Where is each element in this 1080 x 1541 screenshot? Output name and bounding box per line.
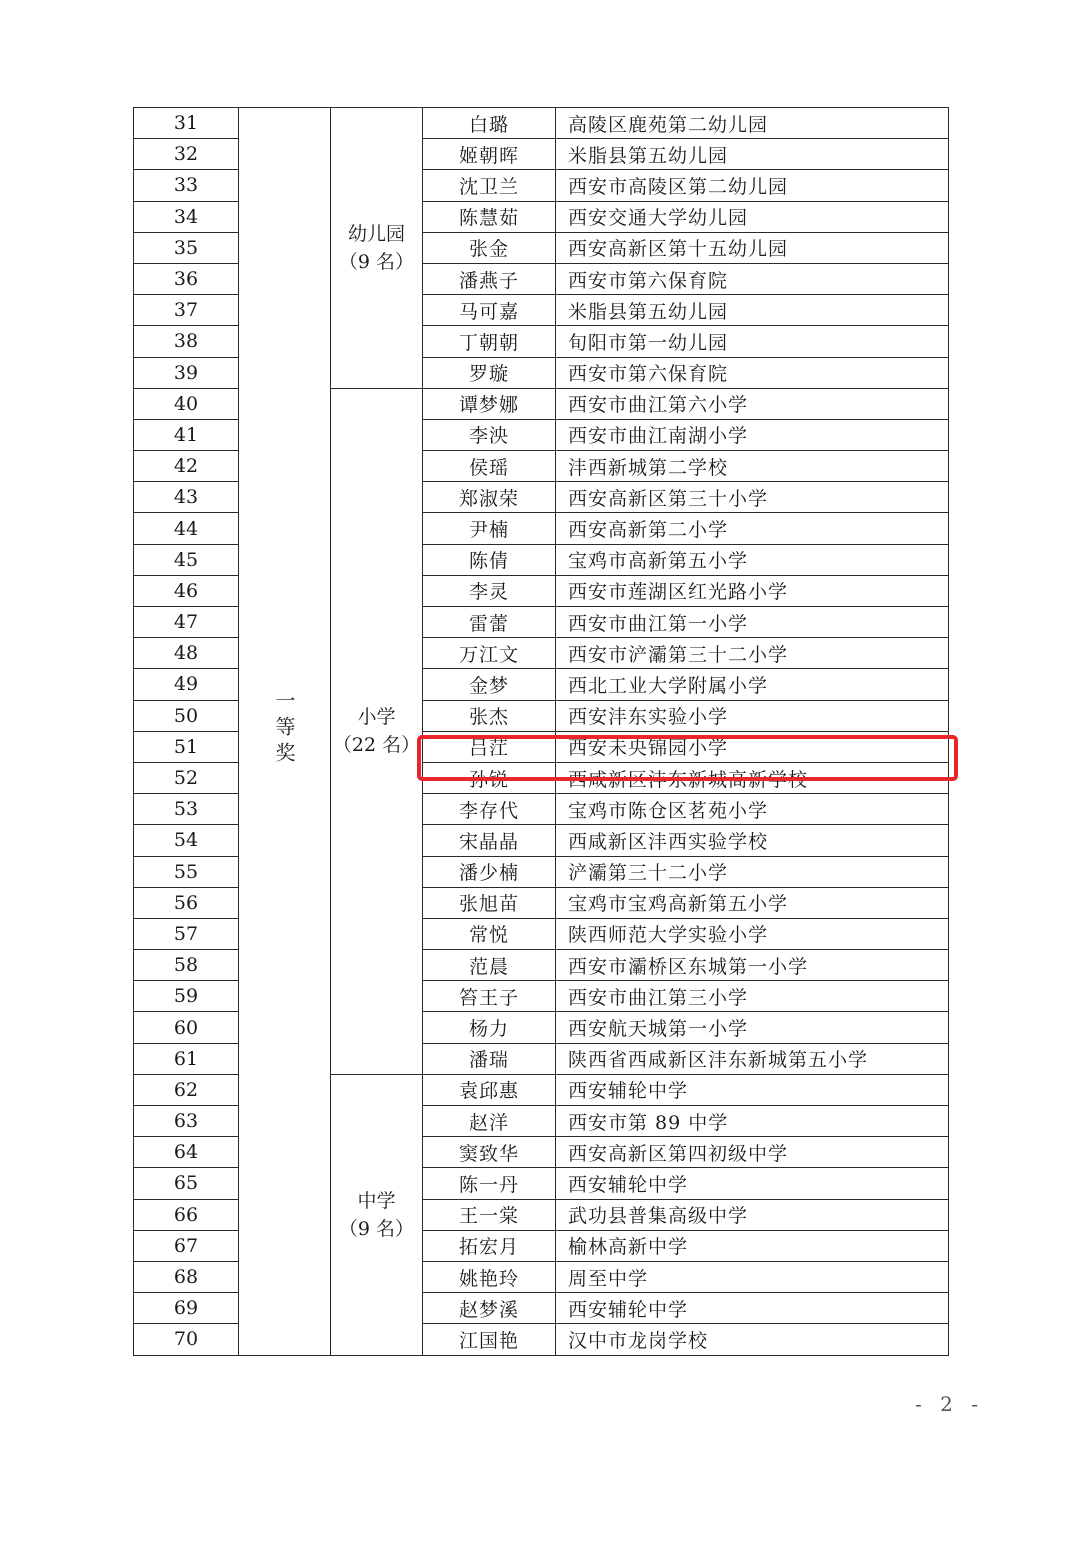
school-name: 西安高新区第四初级中学 <box>556 1137 949 1168</box>
school-name: 西安市曲江第六小学 <box>556 388 949 419</box>
school-name: 陕西省西咸新区沣东新城第五小学 <box>556 1043 949 1074</box>
school-name: 陕西师范大学实验小学 <box>556 918 949 949</box>
row-number: 58 <box>134 950 239 981</box>
school-name: 旬阳市第一幼儿园 <box>556 326 949 357</box>
row-number: 56 <box>134 887 239 918</box>
winner-name: 张旭苗 <box>423 887 556 918</box>
winner-name: 马可嘉 <box>423 295 556 326</box>
school-name: 西安高新区第十五幼儿园 <box>556 232 949 263</box>
row-number: 64 <box>134 1137 239 1168</box>
row-number: 46 <box>134 575 239 606</box>
school-name: 西安高新第二小学 <box>556 513 949 544</box>
school-name: 西安市第六保育院 <box>556 357 949 388</box>
school-name: 西安市曲江第三小学 <box>556 981 949 1012</box>
row-number: 48 <box>134 638 239 669</box>
row-number: 54 <box>134 825 239 856</box>
school-name: 浐灞第三十二小学 <box>556 856 949 887</box>
school-name: 西咸新区沣西实验学校 <box>556 825 949 856</box>
row-number: 43 <box>134 482 239 513</box>
row-number: 66 <box>134 1199 239 1230</box>
winner-name: 陈一丹 <box>423 1168 556 1199</box>
row-number: 39 <box>134 357 239 388</box>
winner-name: 侯瑶 <box>423 451 556 482</box>
row-number: 63 <box>134 1106 239 1137</box>
row-number: 57 <box>134 918 239 949</box>
highlight-box <box>417 735 958 781</box>
school-name: 西安辅轮中学 <box>556 1074 949 1105</box>
category-name: 小学 <box>357 706 396 729</box>
winner-name: 白璐 <box>423 108 556 139</box>
row-number: 61 <box>134 1043 239 1074</box>
row-number: 33 <box>134 170 239 201</box>
row-number: 59 <box>134 981 239 1012</box>
row-number: 53 <box>134 794 239 825</box>
winner-name: 陈倩 <box>423 544 556 575</box>
table-row <box>134 108 949 139</box>
row-number: 47 <box>134 607 239 638</box>
category-count: （9 名） <box>338 1217 415 1240</box>
school-name: 西安交通大学幼儿园 <box>556 201 949 232</box>
winner-name: 潘少楠 <box>423 856 556 887</box>
winner-name: 常悦 <box>423 918 556 949</box>
winner-name: 尹楠 <box>423 513 556 544</box>
row-number: 41 <box>134 419 239 450</box>
school-name: 汉中市龙岗学校 <box>556 1324 949 1355</box>
row-number: 69 <box>134 1293 239 1324</box>
school-name: 宝鸡市陈仓区茗苑小学 <box>556 794 949 825</box>
school-name: 沣西新城第二学校 <box>556 451 949 482</box>
row-number: 51 <box>134 731 239 762</box>
school-name: 西安沣东实验小学 <box>556 700 949 731</box>
row-number: 60 <box>134 1012 239 1043</box>
winner-name: 李灵 <box>423 575 556 606</box>
school-name: 西安市灞桥区东城第一小学 <box>556 950 949 981</box>
winner-name: 陈慧茹 <box>423 201 556 232</box>
category-cell <box>331 388 423 1074</box>
winner-name: 万江文 <box>423 638 556 669</box>
school-name: 西安辅轮中学 <box>556 1168 949 1199</box>
award-table <box>133 107 949 1356</box>
winner-name: 雷蕾 <box>423 607 556 638</box>
winner-name: 赵洋 <box>423 1106 556 1137</box>
winner-name: 宋晶晶 <box>423 825 556 856</box>
winner-name: 潘燕子 <box>423 263 556 294</box>
row-number: 44 <box>134 513 239 544</box>
row-number: 35 <box>134 232 239 263</box>
award-level-cell <box>239 108 331 1356</box>
row-number: 40 <box>134 388 239 419</box>
row-number: 52 <box>134 762 239 793</box>
category-count: （9 名） <box>338 250 415 273</box>
row-number: 67 <box>134 1230 239 1261</box>
winner-name: 姬朝晖 <box>423 139 556 170</box>
school-name: 武功县普集高级中学 <box>556 1199 949 1230</box>
row-number: 55 <box>134 856 239 887</box>
winner-name: 吕茳 <box>423 731 556 762</box>
row-number: 49 <box>134 669 239 700</box>
category-cell <box>331 108 423 389</box>
winner-name: 沈卫兰 <box>423 170 556 201</box>
winner-name: 范晨 <box>423 950 556 981</box>
school-name: 榆林高新中学 <box>556 1230 949 1261</box>
winner-name: 王一棠 <box>423 1199 556 1230</box>
winner-name: 谭梦娜 <box>423 388 556 419</box>
winner-name: 赵梦溪 <box>423 1293 556 1324</box>
winner-name: 窦致华 <box>423 1137 556 1168</box>
row-number: 50 <box>134 700 239 731</box>
school-name: 米脂县第五幼儿园 <box>556 139 949 170</box>
winner-name: 罗璇 <box>423 357 556 388</box>
winner-name: 袁邱惠 <box>423 1074 556 1105</box>
winner-name: 潘瑞 <box>423 1043 556 1074</box>
category-name: 幼儿园 <box>347 222 405 245</box>
winner-name: 拓宏月 <box>423 1230 556 1261</box>
school-name: 米脂县第五幼儿园 <box>556 295 949 326</box>
winner-name: 姚艳玲 <box>423 1261 556 1292</box>
school-name: 西安市第 89 中学 <box>556 1106 949 1137</box>
school-name: 西安市浐灞第三十二小学 <box>556 638 949 669</box>
category-cell <box>331 1074 423 1355</box>
school-name: 西安航天城第一小学 <box>556 1012 949 1043</box>
winner-name: 孙锐 <box>423 762 556 793</box>
row-number: 37 <box>134 295 239 326</box>
winner-name: 金梦 <box>423 669 556 700</box>
school-name: 西咸新区沣东新城高新学校 <box>556 762 949 793</box>
row-number: 38 <box>134 326 239 357</box>
school-name: 周至中学 <box>556 1261 949 1292</box>
school-name: 西安辅轮中学 <box>556 1293 949 1324</box>
school-name: 西安未央锦园小学 <box>556 731 949 762</box>
school-name: 宝鸡市宝鸡高新第五小学 <box>556 887 949 918</box>
row-number: 36 <box>134 263 239 294</box>
school-name: 西安市曲江第一小学 <box>556 607 949 638</box>
row-number: 65 <box>134 1168 239 1199</box>
school-name: 西安市第六保育院 <box>556 263 949 294</box>
row-number: 31 <box>134 108 239 139</box>
row-number: 70 <box>134 1324 239 1355</box>
school-name: 西安市曲江南湖小学 <box>556 419 949 450</box>
row-number: 32 <box>134 139 239 170</box>
page-number: - 2 - <box>915 1392 984 1416</box>
award-level: 一等奖 <box>272 689 296 768</box>
winner-name: 笞王子 <box>423 981 556 1012</box>
winner-name: 郑淑荣 <box>423 482 556 513</box>
winner-name: 江国艳 <box>423 1324 556 1355</box>
winner-name: 张杰 <box>423 700 556 731</box>
row-number: 34 <box>134 201 239 232</box>
school-name: 西安市高陵区第二幼儿园 <box>556 170 949 201</box>
winner-name: 李存代 <box>423 794 556 825</box>
winner-name: 张金 <box>423 232 556 263</box>
school-name: 宝鸡市高新第五小学 <box>556 544 949 575</box>
school-name: 西安高新区第三十小学 <box>556 482 949 513</box>
category-name: 中学 <box>357 1189 396 1212</box>
school-name: 西安市莲湖区红光路小学 <box>556 575 949 606</box>
winner-name: 丁朝朝 <box>423 326 556 357</box>
winner-name: 杨力 <box>423 1012 556 1043</box>
category-count: （22 名） <box>332 734 421 757</box>
award-table-body <box>134 108 949 1356</box>
row-number: 45 <box>134 544 239 575</box>
row-number: 42 <box>134 451 239 482</box>
school-name: 西北工业大学附属小学 <box>556 669 949 700</box>
row-number: 68 <box>134 1261 239 1292</box>
school-name: 高陵区鹿苑第二幼儿园 <box>556 108 949 139</box>
row-number: 62 <box>134 1074 239 1105</box>
winner-name: 李泱 <box>423 419 556 450</box>
